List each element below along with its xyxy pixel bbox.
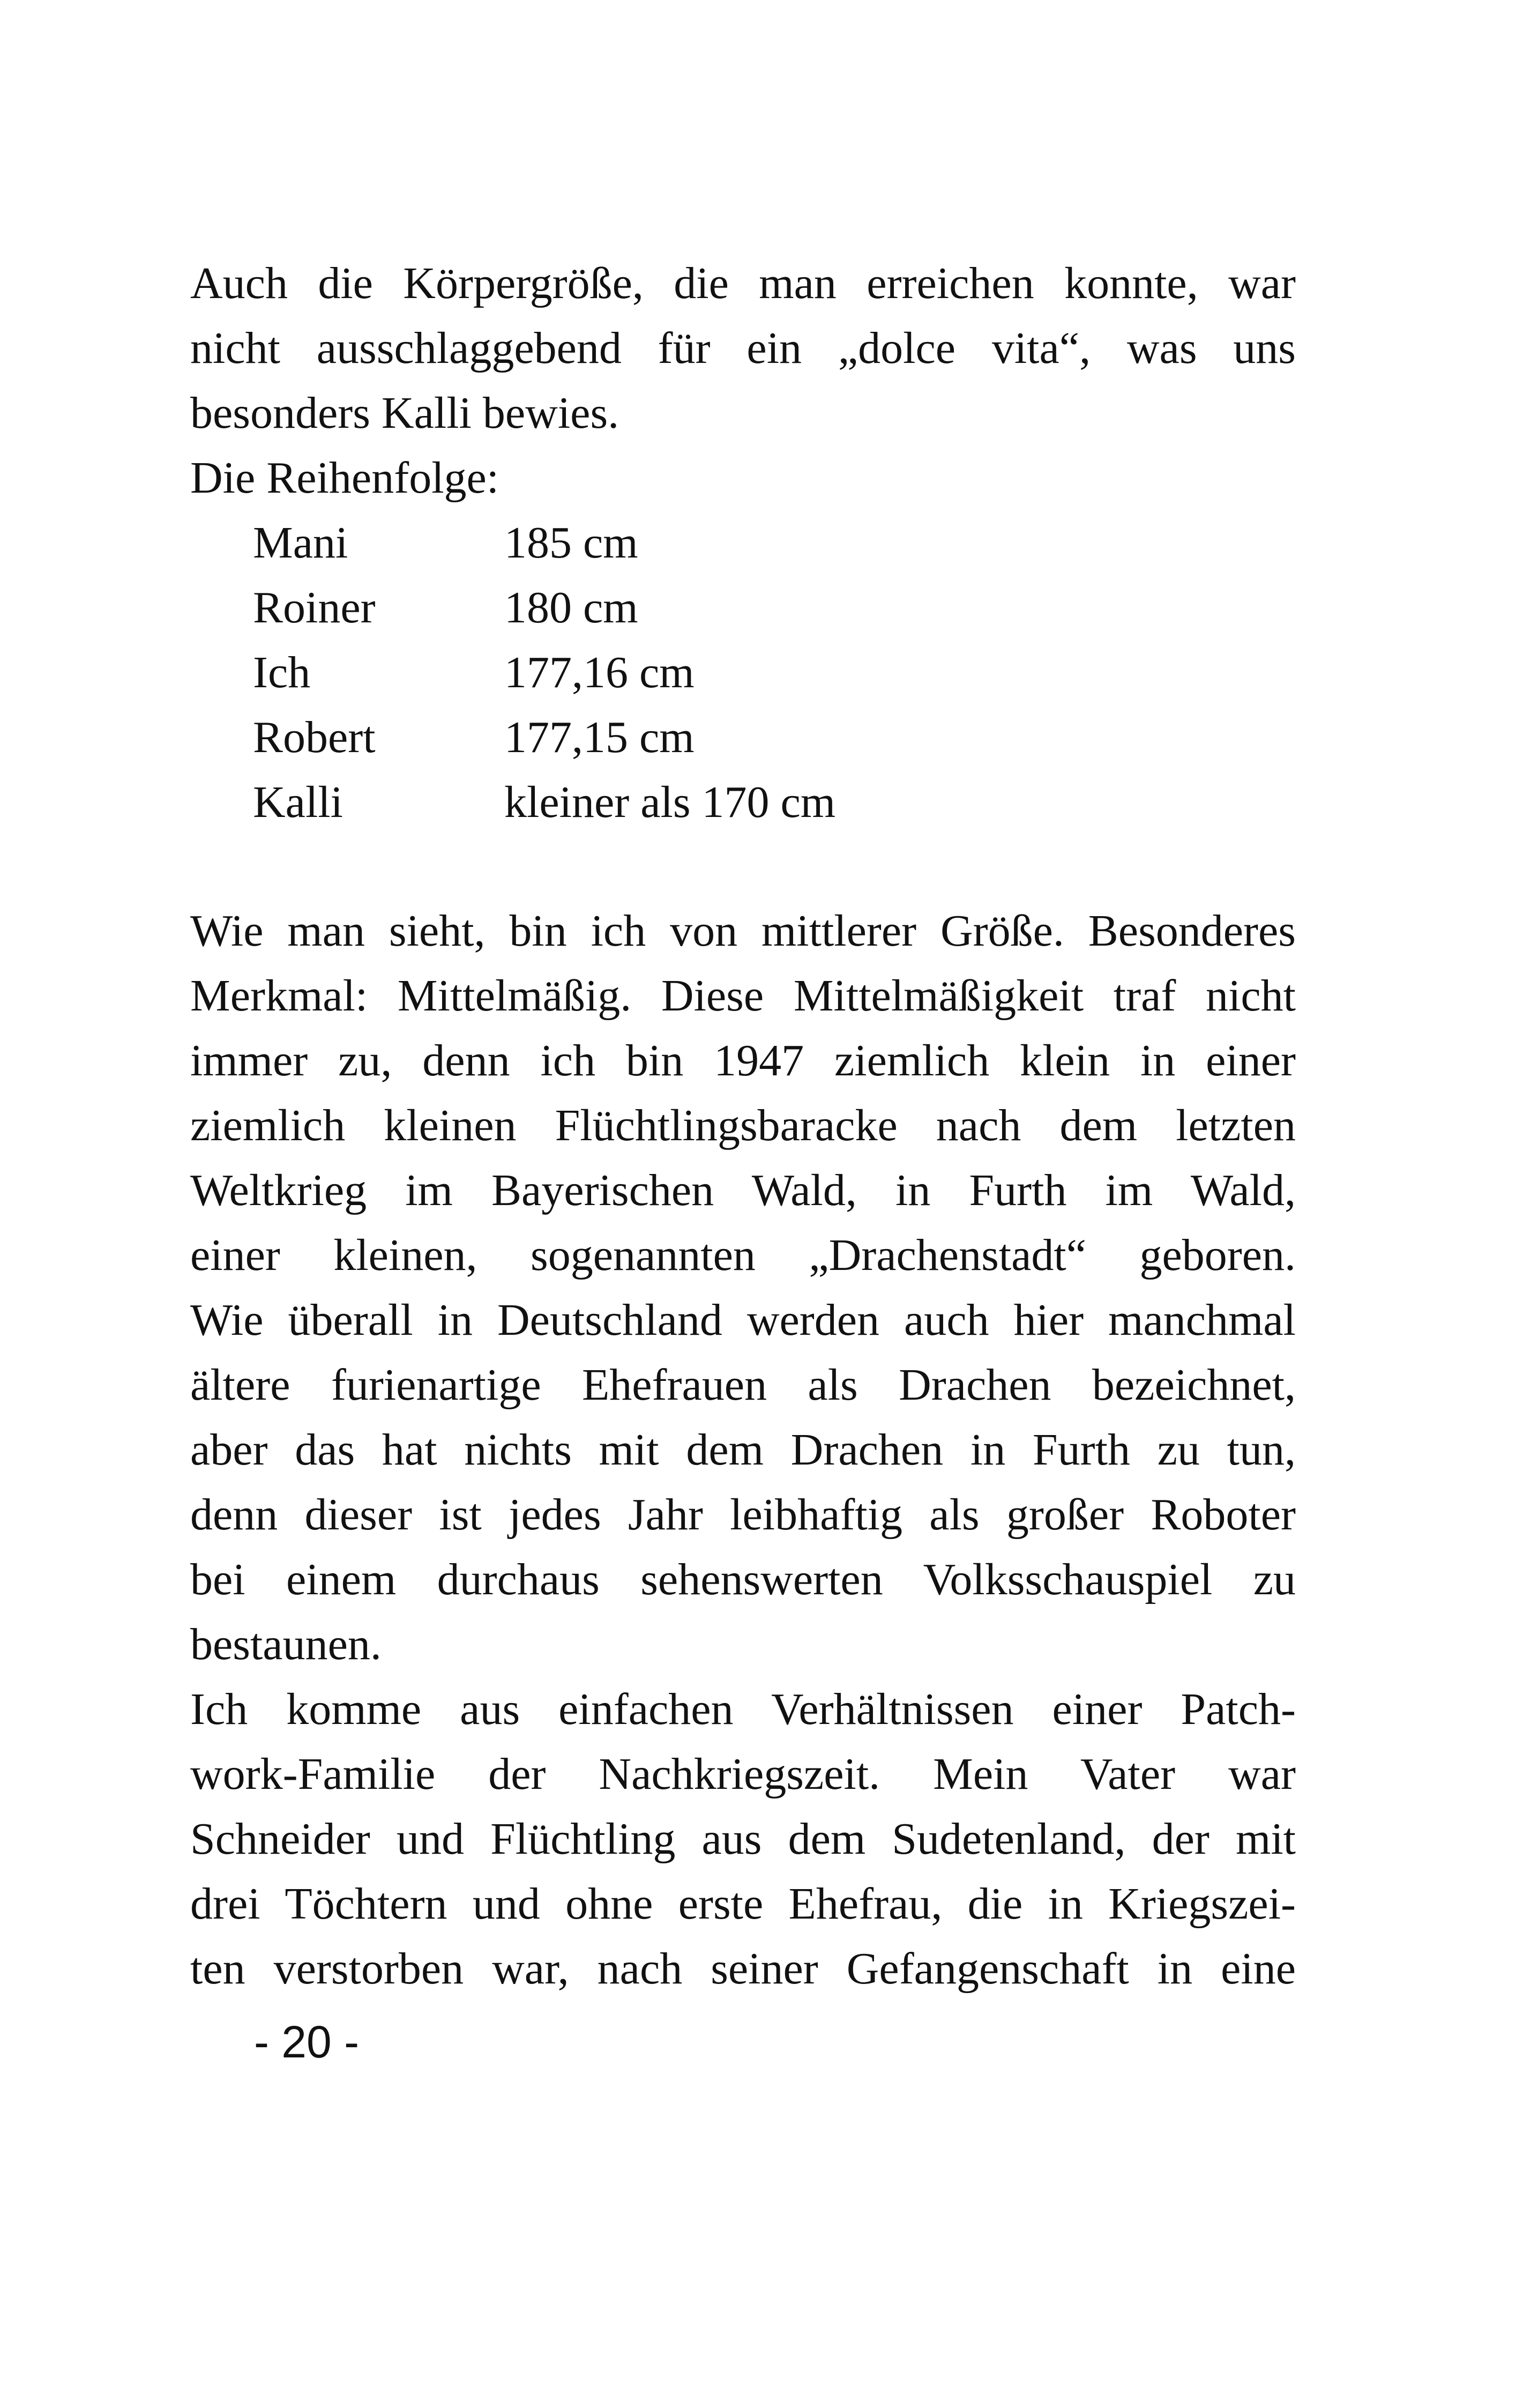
text-line: immer zu, denn ich bin 1947 ziemlich klein in einer (190, 1036, 1296, 1086)
text-line: ziemlich kleinen Flüchtlingsbaracke nach dem letzten (190, 1101, 1296, 1150)
text-line: ältere furienartige Ehefrauen als Drachen bezeichnet, (190, 1360, 1296, 1410)
text-line: work-Familie der Nachkriegszeit. Mein Vater war (190, 1749, 1296, 1799)
person-name: Kalli (253, 777, 343, 827)
person-height: 177,16 cm (504, 648, 695, 697)
person-name: Roiner (253, 583, 376, 633)
text-line: denn dieser ist jedes Jahr leibhaftig als großer Roboter (190, 1490, 1296, 1540)
text-line: Wie überall in Deutschland werden auch hier manchmal (190, 1295, 1296, 1345)
text-line: bei einem durchaus sehenswerten Volksschauspiel zu (190, 1555, 1296, 1604)
text-line: ten verstorben war, nach seiner Gefangenschaft in eine (190, 1944, 1296, 1994)
text-line: nicht ausschlaggebend für ein „dolce vita“, was uns (190, 323, 1296, 373)
person-height: 177,15 cm (504, 712, 695, 762)
person-name: Robert (253, 712, 376, 762)
height-ranking-list (190, 510, 1101, 835)
list-heading: Die Reihenfolge: (190, 453, 499, 503)
list-item (190, 575, 1101, 640)
intro-paragraph (190, 251, 1296, 510)
text-line: Ich komme aus einfachen Verhältnissen einer Patch- (190, 1684, 1296, 1734)
text-line: Merkmal: Mittelmäßig. Diese Mittelmäßigkeit traf nicht (190, 971, 1296, 1021)
text-line: bestaunen. (190, 1619, 382, 1669)
person-height: 185 cm (504, 518, 638, 568)
list-item (190, 510, 1101, 575)
text-line: drei Töchtern und ohne erste Ehefrau, die in Kriegszei- (190, 1879, 1296, 1929)
person-height: kleiner als 170 cm (504, 777, 836, 827)
text-line: besonders Kalli bewies. (190, 388, 619, 438)
page-number: - 20 - (254, 2017, 360, 2067)
text-line: Auch die Körpergröße, die man erreichen konnte, war (190, 258, 1296, 308)
text-line: Weltkrieg im Bayerischen Wald, in Furth im Wald, (190, 1165, 1296, 1215)
text-line: aber das hat nichts mit dem Drachen in Furth zu tun, (190, 1425, 1296, 1475)
list-item (190, 770, 1101, 835)
text-line: einer kleinen, sogenannten „Drachenstadt“ geboren. (190, 1230, 1296, 1280)
list-item (190, 640, 1101, 705)
text-line: Schneider und Flüchtling aus dem Sudetenland, der mit (190, 1814, 1296, 1864)
list-item (190, 705, 1101, 770)
person-name: Ich (253, 648, 311, 697)
person-height: 180 cm (504, 583, 638, 633)
main-paragraphs (190, 898, 1296, 2001)
person-name: Mani (253, 518, 348, 568)
text-line: Wie man sieht, bin ich von mittlerer Größe. Besonderes (190, 906, 1296, 956)
